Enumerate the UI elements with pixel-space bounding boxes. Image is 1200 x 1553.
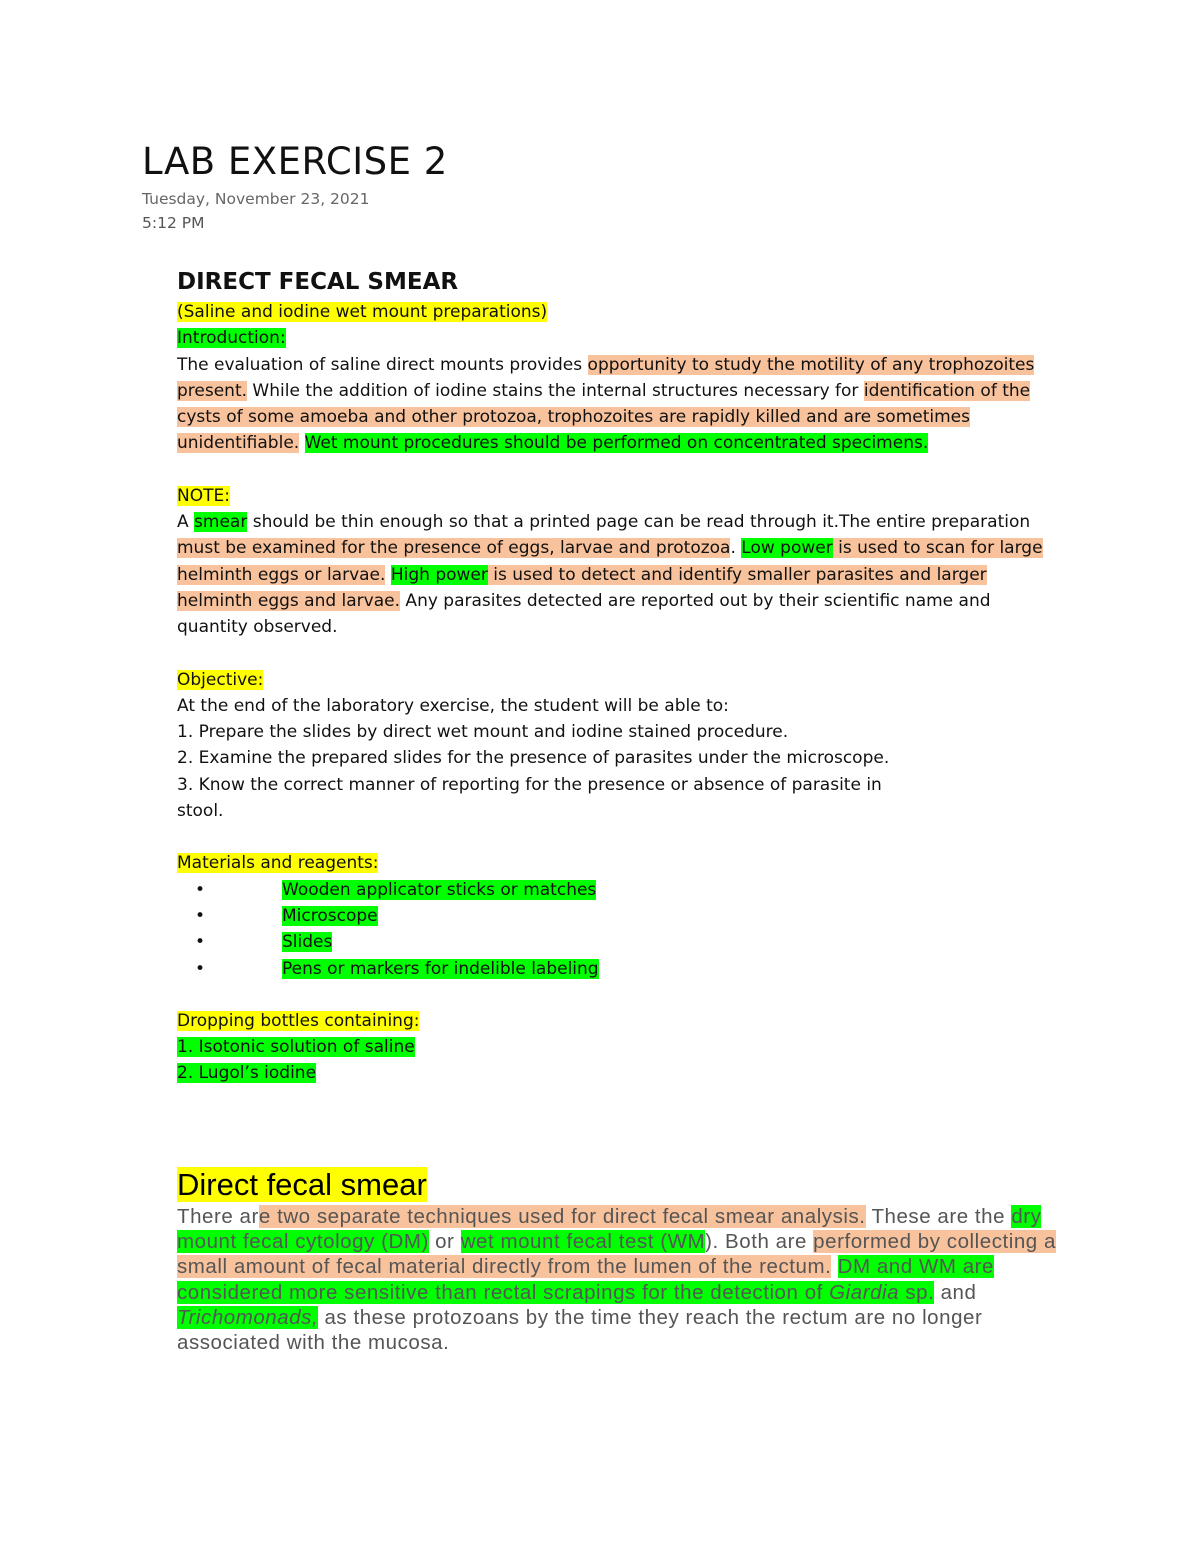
materials-list [177,877,1057,982]
intro-highlight: opportunity to study the motility of any trophozoites present. [177,354,1035,401]
note-highlight: High power [390,564,488,585]
trichomonads-italic: Trichomonads, [177,1305,319,1329]
materials-label-text: Materials and reagents: [177,853,379,874]
bullet: • [195,905,206,926]
objective-item: 1. Prepare the slides by direct wet mount and iodine stained procedure. [177,722,789,743]
page-date: Tuesday, November 23, 2021 [142,190,370,208]
material-text: Microscope [282,905,378,926]
material-text: Pens or markers for indelible labeling [282,958,599,979]
para-highlight: e two separate techniques used for direct fecal smear analysis. [258,1205,866,1228]
giardia-italic: Giardia [829,1280,900,1304]
intro-highlight: identification of the cysts of some amoeba and other protozoa, trophozoites are rapidly killed and are sometimes unidentifiable. [177,380,1031,454]
intro-text [299,433,304,453]
section-heading [177,1166,1057,1204]
note-highlight: Low power [741,538,833,559]
page-time: 5:12 PM [142,214,205,232]
dropping-item [177,1060,1057,1086]
para-text [831,1255,837,1278]
objective-item: 3. Know the correct manner of reporting for the presence or absence of parasite in stool. [177,774,882,822]
para-text: as these protozoans by the time they reach the rectum are no longer associated with the mucosa. [177,1305,983,1355]
objective-intro: At the end of the laboratory exercise, the student will be able to: [177,695,729,716]
note-text: Any parasites detected are reported out by their scientific name and quantity observed. [177,590,991,638]
material-text: Wooden applicator sticks or matches [282,879,597,900]
objective-label [177,667,1057,693]
note-label [177,483,1057,509]
note-highlight: smear [194,512,248,533]
dropping-label-text: Dropping bottles containing: [177,1010,420,1031]
para-text: or [428,1230,461,1254]
note-label-text: NOTE: [177,485,230,506]
bullet: • [195,958,206,979]
para-highlight-italic [829,1281,899,1304]
para-highlight-italic [177,1306,318,1329]
materials-label [177,850,1057,876]
intro-label [177,325,1057,351]
bullet: • [195,932,206,953]
para-text: There ar [177,1205,259,1228]
para-highlight: sp. [899,1280,935,1304]
para-highlight: dry mount fecal cytology (DM) [177,1205,1042,1254]
section-heading-text: Direct fecal smear [177,1167,427,1202]
intro-text: The evaluation of saline direct mounts provides [177,354,588,375]
material-text: Slides [282,932,333,953]
list-item [177,929,1057,955]
dropping-label [177,1008,1057,1034]
para-highlight: DM and WM are considered more sensitive than rectal scrapings for the detection of [177,1255,994,1304]
section-title: DIRECT FECAL SMEAR [177,269,459,295]
note-highlight: must be examined for the presence of eggs, larvae and protozoa [177,538,731,559]
direct-fecal-smear-section [177,1166,1057,1355]
note-paragraph [177,509,1057,640]
para-text: These are the [865,1205,1012,1228]
list-item [177,956,1057,982]
para-text: and [934,1280,977,1304]
intro-highlight: Wet mount procedures should be performed on concentrated specimens. [304,433,929,454]
subtitle [177,299,1057,325]
para-highlight: wet mount fecal test (WM [460,1230,706,1254]
note-content [177,266,1057,1087]
dropping-text: 1. Isotonic solution of saline [177,1037,415,1058]
note-text: . [730,538,742,559]
para-text: ). Both are [705,1230,814,1254]
note-text: A [177,512,195,533]
note-text: should be thin enough so that a printed page can be read through it.The entire preparation [247,512,1031,533]
objective-label-text: Objective: [177,669,264,690]
page-title: LAB EXERCISE 2 [142,140,448,183]
section-paragraph [177,1204,1057,1355]
intro-label-text: Introduction: [177,328,286,349]
note-highlight: is used to scan for large helminth eggs or larvae. [177,538,1043,585]
intro-text: While the addition of iodine stains the internal structures necessary for [247,380,864,401]
list-item [177,903,1057,929]
subtitle-text: (Saline and iodine wet mount preparations) [177,302,548,322]
objective-item: 2. Examine the prepared slides for the presence of parasites under the microscope. [177,748,890,769]
list-item [177,877,1057,903]
dropping-text: 2. Lugol’s iodine [177,1063,317,1084]
dropping-item [177,1034,1057,1060]
note-highlight: is used to detect and identify smaller parasites and larger helminth eggs and larvae. [177,564,987,611]
bullet: • [195,879,206,900]
para-highlight: performed by collecting a small amount of fecal material directly from the lumen of the rectum. [177,1230,1056,1279]
intro-paragraph [177,352,1057,457]
